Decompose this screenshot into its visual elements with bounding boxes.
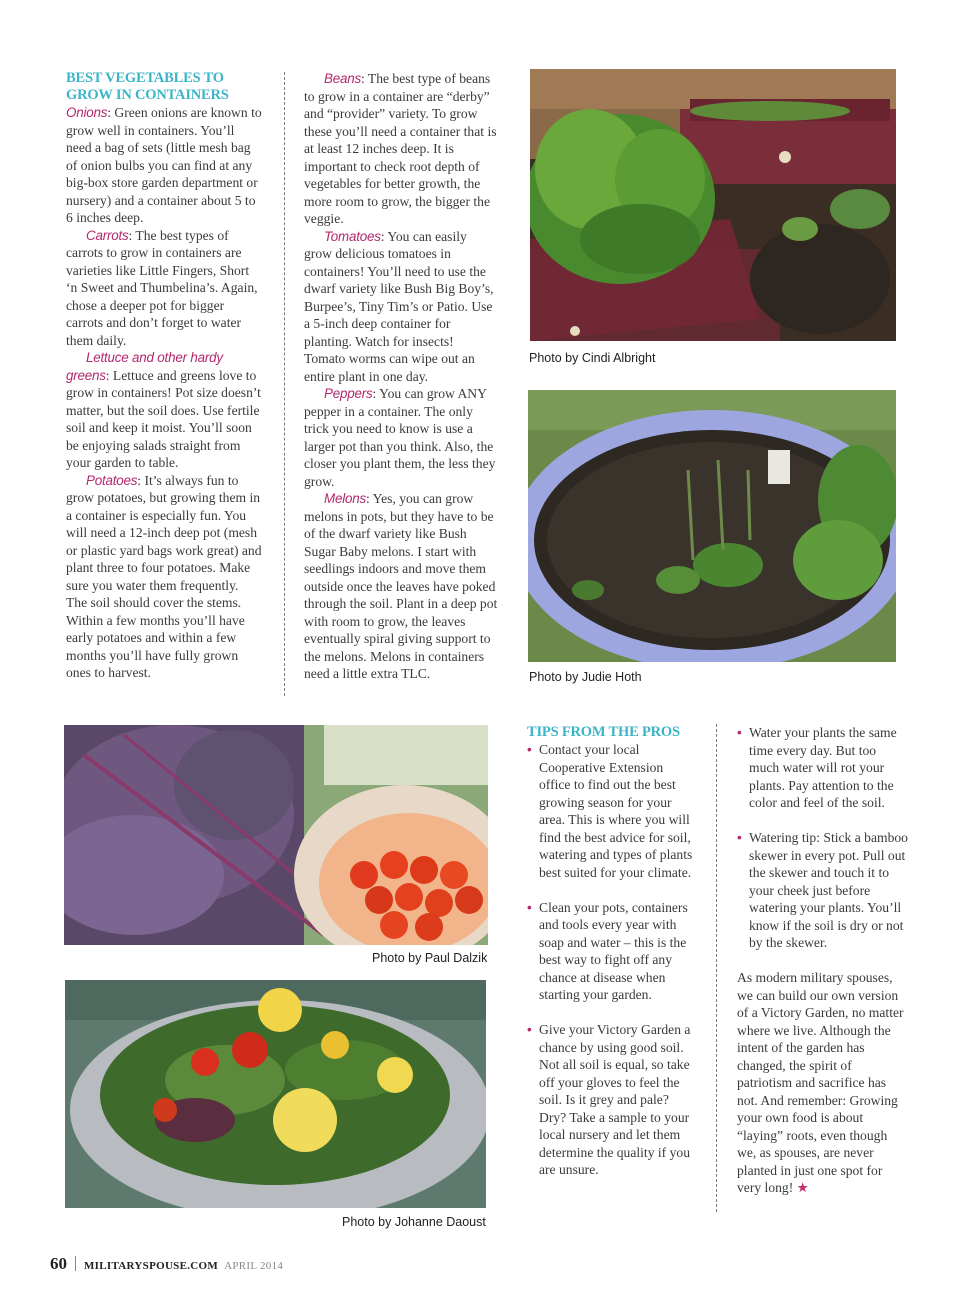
paragraph-onions: [66, 104, 262, 227]
paragraph-peppers: [304, 385, 498, 490]
page-number: 60: [50, 1254, 67, 1273]
middle-article: [304, 70, 498, 683]
veg-name: Melons: [324, 491, 366, 506]
list-item: [737, 724, 909, 812]
veg-name: Carrots: [86, 227, 129, 243]
veg-text: : Lettuce and greens love to grow in containers! Pot size doesn’t matter, but the soil does. Use fertile soil and keep it moist. You’ll soon be enjoying salads straight from your garden to table.: [66, 367, 261, 470]
veg-text: : Yes, you can grow melons in pots, but they have to be of the dwarf variety like Bush Sugar Baby melons. I start with seedlings indoors and move them outside once the leaves have poked through the soil. Plant in a deep pot with room to grow, the leaves eventually spiral giving support to the melons. Melons in containers need a little extra TLC.: [304, 491, 498, 681]
photo-caption: Photo by Judie Hoth: [529, 670, 642, 684]
photo-kale-tomatoes: [64, 725, 488, 945]
bullet: •: [527, 1022, 532, 1037]
site-name: MILITARYSPOUSE.COM: [84, 1260, 219, 1272]
veg-name: Lettuce and other hardy greens: [66, 350, 223, 383]
tips-list: [737, 724, 909, 952]
bullet: •: [737, 725, 742, 740]
page-footer: [50, 1254, 283, 1274]
veg-name: Onions: [66, 105, 108, 120]
photo-pool-garden: [528, 390, 896, 662]
veg-name: Peppers: [324, 386, 373, 401]
tip-text: Clean your pots, containers and tools every year with soap and water – this is the best way to fight off any chance at disease when starting your garden.: [539, 899, 688, 1002]
issue-date: APRIL 2014: [224, 1260, 284, 1272]
bullet: •: [527, 899, 532, 915]
tips-heading: TIPS FROM THE PROS: [527, 724, 680, 740]
bullet: •: [527, 742, 532, 757]
list-item: [527, 741, 697, 881]
column-divider: [716, 724, 717, 1212]
paragraph-beans: [304, 70, 498, 228]
paragraph-carrots: [66, 227, 262, 350]
tip-text: Watering tip: Stick a bamboo skewer in every pot. Pull out the skewer and touch it to your cheek just before watering your plants. You’ll know if the soil is dry or not by the skewer.: [749, 830, 908, 950]
veg-name: Tomatoes: [324, 228, 381, 244]
paragraph-tomatoes: [304, 228, 498, 386]
veg-text: : You can easily grow delicious tomatoes in containers! You’ll need to use the dwarf variety like Bush Big Boy’s, Burpee’s, Tiny Tim’s or Patio. Use a 5-inch deep container for planting. Watch for insects! Tomato worms can wipe out an entire plant in one day.: [304, 228, 494, 384]
veg-name: Potatoes: [86, 472, 138, 488]
tips-column-2: [737, 724, 909, 1197]
heading-line-2: GROW IN CONTAINERS: [66, 87, 229, 103]
photo-caption: Photo by Cindi Albright: [529, 351, 656, 365]
paragraph-lettuce: [66, 349, 262, 472]
veg-name: Beans: [324, 71, 361, 86]
tips-list: [527, 741, 697, 1179]
photo-caption: Photo by Johanne Daoust: [342, 1215, 486, 1229]
veg-text: : You can grow ANY pepper in a container. The only trick you need to know is use a larger pot than you think. Also, the closer you plant them, the less they grow.: [304, 386, 496, 489]
veg-text: : The best types of carrots to grow in containers are varieties like Little Fingers, Short ‘n Sweet and Thumbelina’s. Again, chose a deeper pot for bigger carrots and don’t forget to water them daily.: [66, 227, 258, 348]
tip-text: Contact your local Cooperative Extension office to find out the best growing season for your area. This is where you will find the best advice for soil, watering and types of plants best suited for your climate.: [539, 742, 693, 880]
veg-text: : The best type of beans to grow in a container are “derby” and “provider” variety. To grow these you’ll need a container that is at least 12 inches deep. It is important to check root depth of vegetables for better growth, the more room to grow, the bigger the veggie.: [304, 71, 497, 226]
veg-text: : Green onions are known to grow well in containers. You’ll need a bag of sets (little mesh bag of onion bulbs you can find at any big-box store garden department or nursery) and a container about 5 to 6 inches deep.: [66, 105, 262, 225]
photo-planter-boxes: [530, 69, 896, 341]
photo-caption: Photo by Paul Dalzik: [372, 951, 488, 965]
veg-text: : It’s always fun to grow potatoes, but growing them in a container is especially fun. You will need a 12-inch deep pot (mesh or plastic yard bags work great) and plant three to four potatoes. Make sure you water them frequently. The soil should cover the stems. Within a few months you’ll have early potatoes and within a few months you’ll have fully grown ones to harvest.: [66, 472, 262, 680]
tips-column-1: [527, 724, 697, 1196]
star-icon: ★: [796, 1180, 809, 1195]
list-item: [527, 899, 697, 1004]
paragraph-melons: [304, 490, 498, 683]
list-item: [527, 1021, 697, 1179]
bullet: •: [737, 830, 742, 845]
list-item: [737, 829, 909, 952]
paragraph-potatoes: [66, 472, 262, 682]
photo-vegetable-bowl: [65, 980, 486, 1208]
footer-separator: [75, 1256, 76, 1271]
tip-text: Give your Victory Garden a chance by using good soil. Not all soil is equal, so take off your gloves to feel the soil. Is it grey and pale? Dry? Take a sample to your local nursery and let them determine the quality if you are unsure.: [539, 1022, 691, 1177]
article-heading: [66, 70, 262, 104]
heading-line-1: BEST VEGETABLES TO: [66, 70, 224, 86]
closing-paragraph: [737, 969, 909, 1197]
column-divider: [284, 72, 285, 696]
tip-text: Water your plants the same time every day. But too much water will rot your plants. Pay attention to the color and feel of the soil.: [749, 725, 897, 810]
left-article: [66, 70, 262, 682]
closing-text: As modern military spouses, we can build our own version of a Victory Garden, no matter where we live. Although the intent of the garden has changed, the spirit of patriotism and sacrifice has not. And remember: Growing your own food is about “laying” roots, even though we, as spouses, are never planted in just one spot for very long!: [737, 970, 904, 1195]
